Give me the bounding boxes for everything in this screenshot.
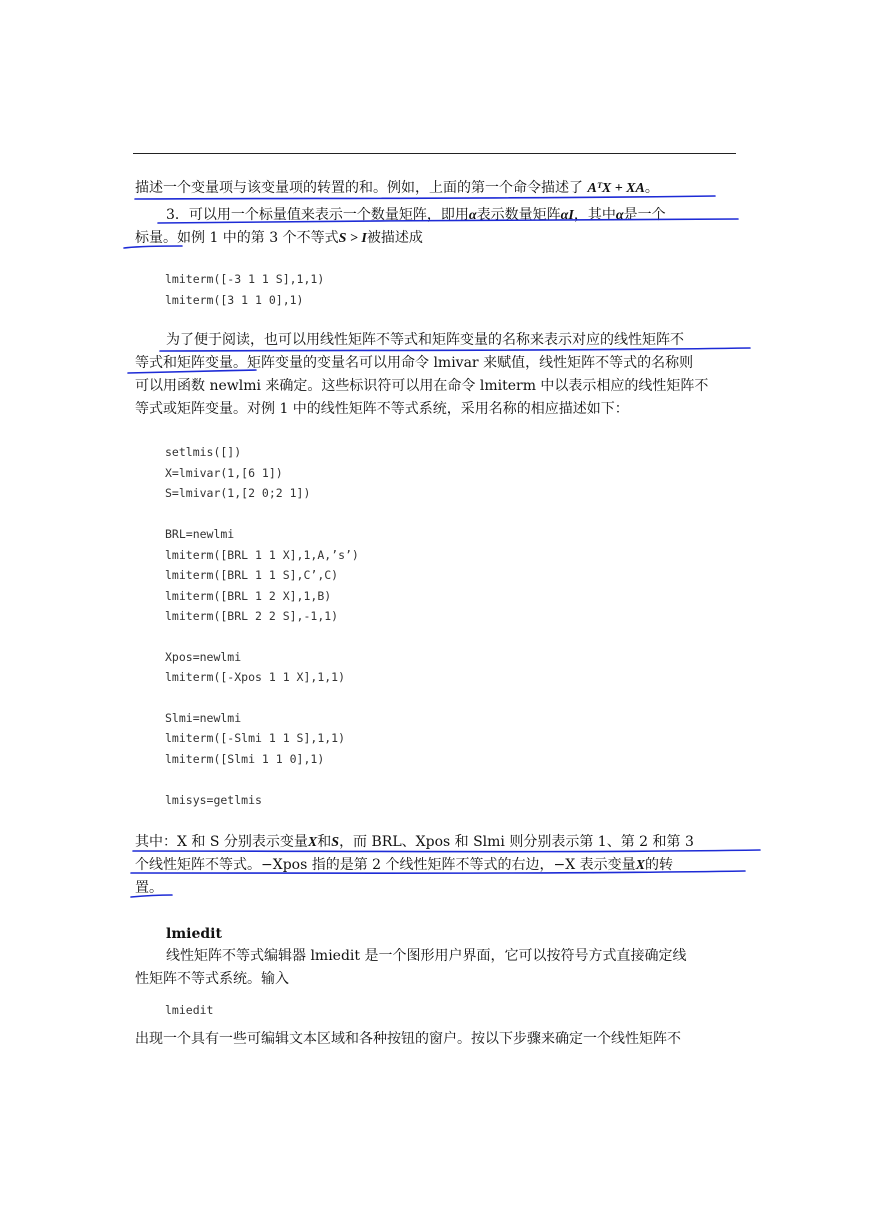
formula: X xyxy=(635,858,646,873)
paragraph-line: 可以用函数 newlmi 来确定。这些标识符可以用在命令 lmiterm 中以表示相应的线性矩阵不 xyxy=(135,378,709,394)
paragraph-line: 个线性矩阵不等式。−Xpos 指的是第 2 个线性矩阵不等式的右边，−X 表示变量X的转 xyxy=(135,857,674,873)
code-line: lmiterm([-Slmi 1 1 S],1,1) xyxy=(165,731,346,745)
code-line: Slmi=newlmi xyxy=(165,711,242,725)
formula: S xyxy=(331,835,340,850)
paragraph-line: 为了便于阅读，也可以用线性矩阵不等式和矩阵变量的名称来表示对应的线性矩阵不 xyxy=(166,332,684,348)
formula: αI xyxy=(560,208,574,223)
paragraph-line: 3．可以用一个标量值来表示一个数量矩阵，即用α表示数量矩阵αI，其中α是一个 xyxy=(166,207,666,223)
paragraph-line: 线性矩阵不等式编辑器 lmiedit 是一个图形用户界面，它可以按符号方式直接确定线 xyxy=(166,948,687,964)
formula: AᵀX + XA xyxy=(587,181,645,196)
code-line: Xpos=newlmi xyxy=(165,650,242,664)
header-rule xyxy=(133,153,736,154)
code-line: S=lmivar(1,[2 0;2 1]) xyxy=(165,486,311,500)
formula: S > I xyxy=(338,231,367,246)
code-line: lmiedit xyxy=(165,1003,214,1017)
paragraph-line: 出现一个具有一些可编辑文本区域和各种按钮的窗户。按以下步骤来确定一个线性矩阵不 xyxy=(135,1031,681,1047)
paragraph-line: 等式或矩阵变量。对例 1 中的线性矩阵不等式系统，采用名称的相应描述如下： xyxy=(135,401,629,417)
formula: α xyxy=(468,208,477,223)
code-line: lmiterm([BRL 1 1 S],C’,C) xyxy=(165,568,339,582)
paragraph-line: 其中：X 和 S 分别表示变量X和S，而 BRL、Xpos 和 Slmi 则分别表示第 1、第 2 和第 3 xyxy=(135,834,694,850)
code-line: X=lmivar(1,[6 1]) xyxy=(165,466,283,480)
section-heading: lmiedit xyxy=(166,926,222,942)
formula: X xyxy=(307,835,318,850)
formula: α xyxy=(615,208,624,223)
code-line: lmiterm([-3 1 1 S],1,1) xyxy=(165,272,325,286)
paragraph-line: 置。 xyxy=(135,880,163,896)
paragraph-line: 等式和矩阵变量。矩阵变量的变量名可以用命令 lmivar 来赋值，线性矩阵不等式的名称则 xyxy=(135,355,694,371)
code-line: lmiterm([BRL 1 1 X],1,A,’s’) xyxy=(165,548,359,562)
paragraph-line: 描述一个变量项与该变量项的转置的和。例如，上面的第一个命令描述了 AᵀX + XA。 xyxy=(135,180,659,196)
code-line: BRL=newlmi xyxy=(165,527,235,541)
paragraph-line: 性矩阵不等式系统。输入 xyxy=(135,971,289,987)
code-line: lmiterm([BRL 2 2 S],-1,1) xyxy=(165,609,339,623)
code-line: lmiterm([BRL 1 2 X],1,B) xyxy=(165,589,332,603)
code-line: setlmis([]) xyxy=(165,445,242,459)
code-line: lmiterm([-Xpos 1 1 X],1,1) xyxy=(165,670,346,684)
code-line: lmisys=getlmis xyxy=(165,793,262,807)
code-line: lmiterm([3 1 1 0],1) xyxy=(165,293,304,307)
code-line: lmiterm([Slmi 1 1 0],1) xyxy=(165,752,325,766)
paragraph-line: 标量。如例 1 中的第 3 个不等式S > I被描述成 xyxy=(135,230,423,246)
